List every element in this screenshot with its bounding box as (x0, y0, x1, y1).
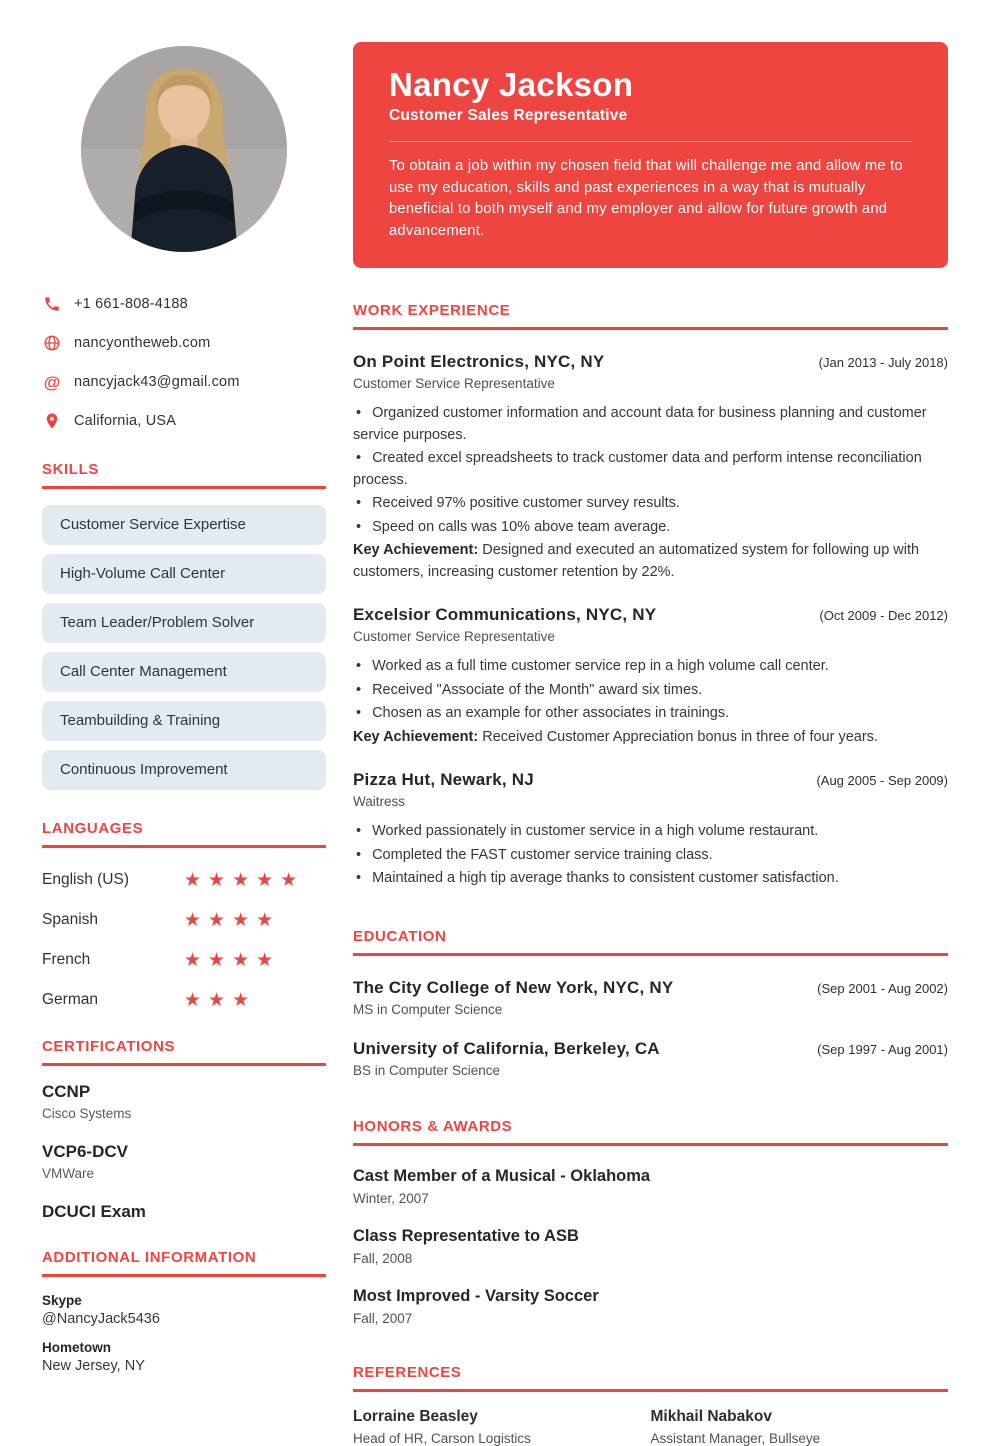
job-dates: (Jan 2013 - July 2018) (818, 355, 948, 370)
bullet-dot (353, 705, 372, 721)
bullet-text: Received "Associate of the Month" award six times. (372, 681, 703, 698)
skill-pill: Teambuilding & Training (42, 701, 326, 741)
contact-email (42, 372, 326, 392)
bullet-text: Organized customer information and account data for business planning and customer service purposes. (353, 405, 927, 443)
reference-item (353, 1408, 651, 1446)
additional-info-item (42, 1340, 326, 1374)
certification-name: CCNP (42, 1082, 91, 1101)
bullet-text: Speed on calls was 10% above team average. (372, 518, 671, 535)
languages-section (42, 820, 326, 1012)
job-entry (353, 352, 948, 583)
job-entry (353, 770, 948, 890)
skill-pill: Customer Service Expertise (42, 505, 326, 545)
bullet-item (353, 403, 948, 446)
honor-title: Class Representative to ASB (353, 1226, 579, 1245)
education-heading: EDUCATION (353, 928, 948, 956)
key-achievement-label: Key Achievement: (353, 542, 479, 558)
job-dates: (Oct 2009 - Dec 2012) (819, 608, 948, 623)
info-value: New Jersey, NY (42, 1358, 145, 1374)
language-name: French (42, 951, 91, 968)
at-icon (42, 372, 62, 392)
school-name: University of California, Berkeley, CA (353, 1038, 660, 1058)
education-dates: (Sep 2001 - Aug 2002) (817, 980, 948, 996)
profile-photo-illustration (81, 46, 287, 252)
star-rating: ★★★★ (184, 949, 281, 971)
skill-pill: Call Center Management (42, 652, 326, 692)
bullet-dot (353, 682, 372, 698)
job-role: Waitress (353, 794, 406, 809)
reference-item (651, 1408, 949, 1446)
star-rating: ★★★★ (184, 909, 281, 931)
bullet-item (353, 680, 948, 702)
skill-pill: High-Volume Call Center (42, 554, 326, 594)
certification-item (42, 1142, 326, 1181)
star-rating: ★★★ (184, 989, 257, 1011)
references-section (353, 1364, 948, 1446)
references-list (353, 1408, 948, 1446)
skill-pill: Team Leader/Problem Solver (42, 603, 326, 643)
bullet-text: Chosen as an example for other associates in trainings. (372, 705, 730, 721)
reference-name: Mikhail Nabakov (650, 1407, 772, 1425)
info-label: Skype (42, 1293, 82, 1308)
certifications-list (42, 1082, 326, 1228)
certification-org (42, 1226, 326, 1228)
language-name: Spanish (42, 911, 99, 928)
bullet-item (353, 868, 948, 890)
language-name: German (42, 991, 98, 1008)
bullet-text: Received 97% positive customer survey results. (372, 495, 680, 511)
school-name: The City College of New York, NYC, NY (353, 977, 674, 997)
main-column (353, 0, 948, 1446)
education-entry (353, 1039, 948, 1078)
header-banner (353, 42, 948, 268)
candidate-name: Nancy Jackson (389, 66, 634, 103)
additional-info-item (42, 1293, 326, 1327)
certification-item (42, 1202, 326, 1228)
sidebar (42, 0, 326, 1387)
bullet-item (353, 845, 948, 867)
skills-list (42, 505, 326, 790)
language-row (42, 948, 326, 972)
bullet-dot (353, 495, 372, 511)
email-link[interactable]: nancyjack43@gmail.com (74, 374, 240, 390)
key-achievement (353, 727, 948, 749)
job-header (353, 352, 948, 372)
skill-pill: Continuous Improvement (42, 750, 326, 790)
bullet-dot (353, 823, 372, 839)
honor-item (353, 1227, 948, 1266)
objective-text: To obtain a job within my chosen field that will challenge me and allow me to use my education, skills and past experiences in a way that is mutually beneficial to both myself and my employer and allow for future growth and advancement. (389, 158, 903, 239)
key-achievement-label: Key Achievement: (353, 728, 479, 745)
job-header (353, 605, 948, 625)
job-role: Customer Service Representative (353, 629, 555, 644)
contact-list (42, 294, 326, 431)
work-experience-heading: WORK EXPERIENCE (353, 302, 948, 330)
languages-list (42, 868, 326, 1012)
education-header (353, 1039, 948, 1059)
reference-role: Assistant Manager, Bullseye (650, 1430, 821, 1446)
key-achievement (353, 540, 948, 583)
globe-icon (42, 333, 62, 353)
phone-icon (42, 294, 62, 314)
certification-org: Cisco Systems (42, 1106, 132, 1121)
degree-name: MS in Computer Science (353, 1001, 503, 1017)
work-experience-section (353, 302, 948, 890)
bullet-text: Worked as a full time customer service rep in a high volume call center. (372, 658, 829, 674)
bullet-text: Created excel spreadsheets to track customer data and perform intense reconciliation process. (353, 450, 922, 488)
bullet-text: Worked passionately in customer service in a high volume restaurant. (372, 823, 819, 839)
language-name: English (US) (42, 871, 129, 888)
language-row (42, 868, 326, 892)
certifications-heading: CERTIFICATIONS (42, 1038, 326, 1066)
bullet-dot (353, 405, 372, 421)
language-row (42, 988, 326, 1012)
key-achievement-text: Received Customer Appreciation bonus in three of four years. (478, 728, 878, 745)
honor-date: Winter, 2007 (353, 1190, 429, 1206)
honor-item (353, 1167, 948, 1206)
bullet-dot (353, 450, 372, 466)
info-value: @NancyJack5436 (42, 1311, 160, 1327)
bullet-text: Maintained a high tip average thanks to consistent customer satisfaction. (372, 870, 839, 886)
education-header (353, 978, 948, 998)
education-entry (353, 978, 948, 1017)
key-achievement-text: Designed and executed an automatized system for following up with customers, increasing customer retention by 22%. (353, 542, 920, 580)
candidate-title: Customer Sales Representative (389, 107, 628, 124)
certification-name: VCP6-DCV (42, 1142, 128, 1161)
honor-item (353, 1287, 948, 1326)
certification-item (42, 1082, 326, 1121)
honors-section (353, 1118, 948, 1326)
job-bullets (353, 821, 948, 890)
honors-heading: HONORS & AWARDS (353, 1118, 948, 1146)
job-bullets (353, 656, 948, 748)
pin-icon (42, 411, 62, 431)
skills-section (42, 461, 326, 790)
reference-name: Lorraine Beasley (353, 1407, 478, 1425)
header-divider (389, 141, 912, 142)
job-company: On Point Electronics, NYC, NY (353, 352, 605, 371)
job-company: Pizza Hut, Newark, NJ (353, 770, 534, 789)
languages-heading: LANGUAGES (42, 820, 326, 848)
bullet-item (353, 656, 948, 678)
bullet-item (353, 517, 948, 539)
bullet-item (353, 821, 948, 843)
contact-phone (42, 294, 326, 314)
honor-date: Fall, 2008 (353, 1250, 413, 1266)
website-link[interactable]: nancyontheweb.com (74, 335, 211, 351)
contact-location (42, 411, 326, 431)
bullet-dot (353, 658, 372, 674)
bullet-item (353, 703, 948, 725)
job-dates: (Aug 2005 - Sep 2009) (816, 773, 948, 788)
job-entry (353, 605, 948, 748)
certifications-section (42, 1038, 326, 1228)
additional-info-section (42, 1249, 326, 1374)
profile-photo (81, 46, 287, 252)
location-text: California, USA (74, 413, 177, 429)
bullet-dot (353, 870, 372, 886)
bullet-text: Completed the FAST customer service training class. (372, 846, 713, 863)
degree-name: BS in Computer Science (353, 1062, 501, 1078)
skills-heading: SKILLS (42, 461, 326, 489)
bullet-item (353, 493, 948, 515)
bullet-item (353, 448, 948, 491)
honor-date: Fall, 2007 (353, 1310, 413, 1326)
additional-info-list (42, 1293, 326, 1374)
reference-role: Head of HR, Carson Logistics (353, 1430, 531, 1446)
phone-number: +1 661-808-4188 (74, 296, 188, 312)
job-header (353, 770, 948, 790)
info-label: Hometown (42, 1340, 111, 1355)
education-dates: (Sep 1997 - Aug 2001) (817, 1041, 948, 1057)
job-bullets (353, 403, 948, 583)
honor-title: Most Improved - Varsity Soccer (353, 1286, 599, 1305)
language-row (42, 908, 326, 932)
contact-website (42, 333, 326, 353)
star-rating: ★★★★★ (184, 869, 305, 891)
job-role: Customer Service Representative (353, 376, 555, 391)
certification-name: DCUCI Exam (42, 1202, 146, 1221)
bullet-dot (353, 519, 372, 535)
bullet-dot (353, 847, 372, 863)
additional-info-heading: ADDITIONAL INFORMATION (42, 1249, 326, 1277)
education-section (353, 928, 948, 1078)
references-heading: REFERENCES (353, 1364, 948, 1392)
job-company: Excelsior Communications, NYC, NY (353, 605, 657, 624)
certification-org: VMWare (42, 1166, 95, 1181)
honor-title: Cast Member of a Musical - Oklahoma (353, 1166, 651, 1185)
